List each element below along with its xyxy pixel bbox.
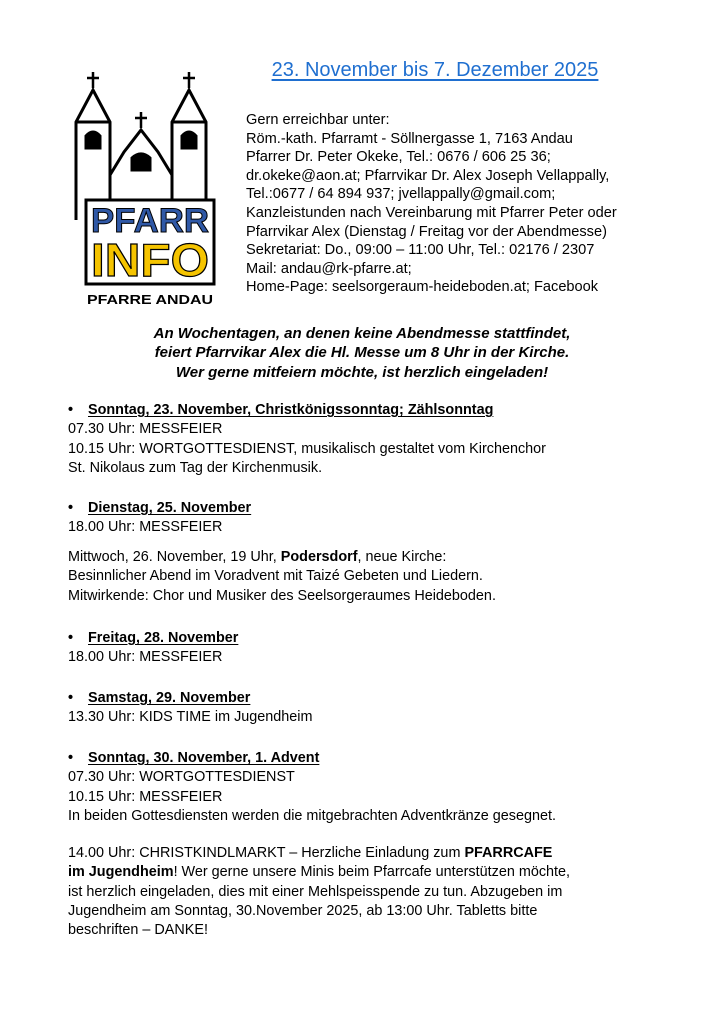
contact-line: Röm.-kath. Pfarramt - Söllnergasse 1, 7163 Andau xyxy=(246,130,573,147)
event-line: Jugendheim am Sonntag, 30.November 2025, ab 13:00 Uhr. Tabletts bitte xyxy=(68,902,538,919)
bullet-icon: • xyxy=(68,402,74,418)
contact-line: Sekretariat: Do., 09:00 – 11:00 Uhr, Tel.: 02176 / 2307 xyxy=(246,242,595,259)
event-line: 07.30 Uhr: WORTGOTTESDIENST xyxy=(68,769,295,786)
event-line: Mittwoch, 26. November, 19 Uhr, Podersdorf, neue Kirche: xyxy=(68,549,447,565)
bullet-icon: • xyxy=(68,500,74,516)
bullet-icon: • xyxy=(68,690,74,706)
event-line: St. Nikolaus zum Tag der Kirchenmusik. xyxy=(68,459,323,476)
event-line: 18.00 Uhr: MESSFEIER xyxy=(68,519,223,536)
contact-line: Pfarrer Dr. Peter Okeke, Tel.: 0676 / 606 25 36; xyxy=(246,149,551,166)
event-heading: • Sonntag, 30. November, 1. Advent xyxy=(68,749,556,768)
event-christkindlmarkt xyxy=(68,844,570,940)
event-heading: • Freitag, 28. November xyxy=(68,629,238,648)
notice-line: feiert Pfarrvikar Alex die Hl. Messe um 8 Uhr in der Kirche. xyxy=(154,344,570,362)
event-line: im Jugendheim! Wer gerne unsere Minis beim Pfarrcafe unterstützen möchte, xyxy=(68,864,571,881)
event-heading: • Sonntag, 23. November, Christkönigssonntag; Zählsonntag xyxy=(68,401,546,420)
church-icon xyxy=(76,72,206,220)
event-line: ist herzlich eingeladen, dies mit einer Mehlspeisspende zu tun. Abzugeben im xyxy=(68,883,563,900)
weekday-mass-notice xyxy=(80,324,644,382)
event-line: beschriften – DANKE! xyxy=(68,922,208,939)
contact-line: Kanzleistunden nach Vereinbarung mit Pfarrer Peter oder xyxy=(246,204,617,221)
notice-line: An Wochentagen, an denen keine Abendmesse stattfindet, xyxy=(153,325,571,342)
info-box xyxy=(86,200,214,286)
event-line: In beiden Gottesdiensten werden die mitgebrachten Adventkränze gesegnet. xyxy=(68,807,557,824)
event-line: Mitwirkende: Chor und Musiker des Seelsorgeraumes Heideboden. xyxy=(68,587,496,604)
logo-info-text: INFO xyxy=(91,234,209,286)
contact-line: dr.okeke@aon.at; Pfarrvikar Dr. Alex Joseph Vellappally, xyxy=(246,167,610,184)
event-line: 10.15 Uhr: MESSFEIER xyxy=(68,788,223,805)
logo-pfarr-text: PFARR xyxy=(91,202,209,240)
event-line: Besinnlicher Abend im Voradvent mit Taizé Gebeten und Liedern. xyxy=(68,568,483,585)
event-sunday-nov-23 xyxy=(68,401,546,478)
contact-line: Tel.:0677 / 64 894 937; jvellappally@gmail.com; xyxy=(246,186,556,203)
contact-block xyxy=(246,111,617,297)
event-line: 13.30 Uhr: KIDS TIME im Jugendheim xyxy=(68,709,313,726)
event-saturday-nov-29 xyxy=(68,689,312,728)
page-title: 23. November bis 7. Dezember 2025 xyxy=(271,59,599,81)
bullet-icon: • xyxy=(68,630,74,646)
event-wednesday-podersdorf xyxy=(68,548,496,606)
event-sunday-nov-30 xyxy=(68,749,556,826)
notice-line: Wer gerne mitfeiern möchte, ist herzlich eingeladen! xyxy=(175,363,549,381)
logo-caption: PFARRE ANDAU xyxy=(87,292,213,307)
event-line: 14.00 Uhr: CHRISTKINDLMARKT – Herzliche Einladung zum PFARRCAFE xyxy=(68,845,553,861)
event-heading: • Samstag, 29. November xyxy=(68,689,312,708)
event-friday-nov-28 xyxy=(68,629,238,668)
event-tuesday-nov-25 xyxy=(68,499,251,538)
event-line: 07.30 Uhr: MESSFEIER xyxy=(68,421,223,438)
bullet-icon: • xyxy=(68,750,74,766)
contact-line: Home-Page: seelsorgeraum-heideboden.at; Facebook xyxy=(246,279,599,296)
contact-line: Pfarrvikar Alex (Dienstag / Freitag vor der Abendmesse) xyxy=(246,223,607,240)
event-line: 10.15 Uhr: WORTGOTTESDIENST, musikalisch gestaltet vom Kirchenchor xyxy=(68,440,546,457)
event-heading: • Dienstag, 25. November xyxy=(68,499,251,518)
event-line: 18.00 Uhr: MESSFEIER xyxy=(68,649,223,666)
pfarrinfo-logo xyxy=(72,70,220,308)
contact-line: Mail: andau@rk-pfarre.at; xyxy=(246,260,412,277)
contact-line: Gern erreichbar unter: xyxy=(246,112,390,128)
